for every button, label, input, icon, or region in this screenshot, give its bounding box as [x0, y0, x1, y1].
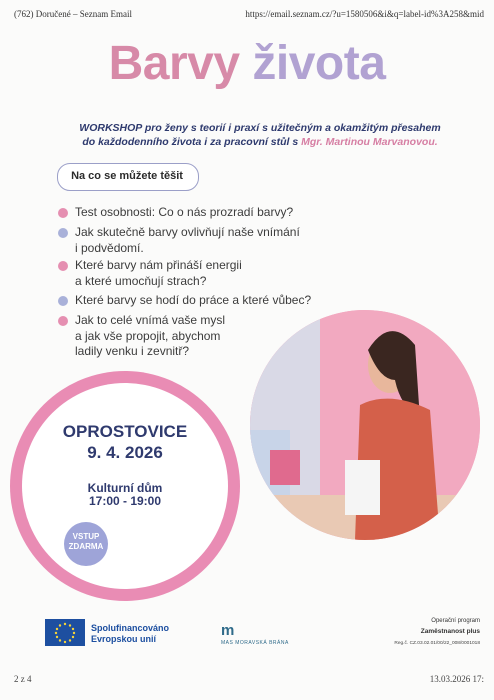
bullet-dot: [58, 261, 68, 271]
eu-cofinanced-text: Spolufinancováno Evropskou unií: [91, 623, 170, 644]
op-program-label: Operační program: [431, 618, 480, 624]
eu-flag-icon: [45, 619, 85, 646]
bullet-dot: [58, 296, 68, 306]
badge-line-1: VSTUP: [72, 532, 100, 541]
print-timestamp: 13.03.2026 17:: [429, 674, 484, 684]
badge-line-2: ZDARMA: [68, 542, 104, 551]
lecturer-name: Mgr. Martinou Marvanovou.: [301, 136, 438, 148]
print-header-url: https://email.seznam.cz/?u=1580506&i&q=label-id%3A258&mid: [245, 9, 484, 19]
intro-line-1: WORKSHOP pro ženy s teorií i praxí s užitečným a okamžitým přesahem: [79, 122, 441, 134]
op-program-name: Zaměstnanost plus: [420, 628, 480, 635]
event-venue: Kulturní dům: [87, 481, 163, 495]
list-item-text: Které barvy se hodí do práce a které vůbec?: [75, 293, 312, 307]
title-word-1: Barvy: [108, 37, 240, 90]
list-item-text: ladily venku i zevnitř?: [75, 344, 190, 358]
bullet-dot: [58, 228, 68, 238]
bullet-dot: [58, 316, 68, 326]
tag-label: Na co se můžete těšit: [71, 170, 183, 182]
list-item-text: a jak vše propojit, abychom: [75, 328, 221, 343]
list-item-text: Jak to celé vnímá vaše mysl: [75, 313, 226, 327]
event-time: 17:00 - 19:00: [88, 494, 162, 508]
event-city: OPROSTOVICE: [62, 422, 188, 441]
mas-logo-mark: m: [221, 622, 234, 639]
list-item-text: Které barvy nám přináší energii: [75, 258, 242, 272]
op-registration-number: Reg.č. CZ.03.02.01/00/22_008/0001018: [394, 641, 480, 646]
list-item-text: a které umocňují strach?: [75, 273, 207, 288]
intro-text: [40, 121, 480, 149]
title-word-2: života: [252, 37, 386, 90]
list-item-text: i podvědomí.: [75, 240, 144, 255]
mas-logo-text: MAS MORAVSKÁ BRÁNA: [221, 640, 289, 646]
poster-title: [0, 36, 494, 91]
free-entry-text: [58, 532, 114, 552]
list-item-text: Test osobnosti: Co o nás prozradí barvy?: [75, 205, 294, 219]
event-date: 9. 4. 2026: [87, 443, 163, 462]
woman-photo: [250, 310, 480, 540]
print-header-title: (762) Doručené – Seznam Email: [14, 9, 132, 19]
print-page-number: 2 z 4: [14, 674, 32, 684]
woman-illustration: [250, 310, 480, 540]
bullet-dot: [58, 208, 68, 218]
list-item-text: Jak skutečně barvy ovlivňují naše vnímání: [75, 225, 300, 239]
intro-line-2: do každodenního života i za pracovní stůl s: [82, 136, 299, 148]
